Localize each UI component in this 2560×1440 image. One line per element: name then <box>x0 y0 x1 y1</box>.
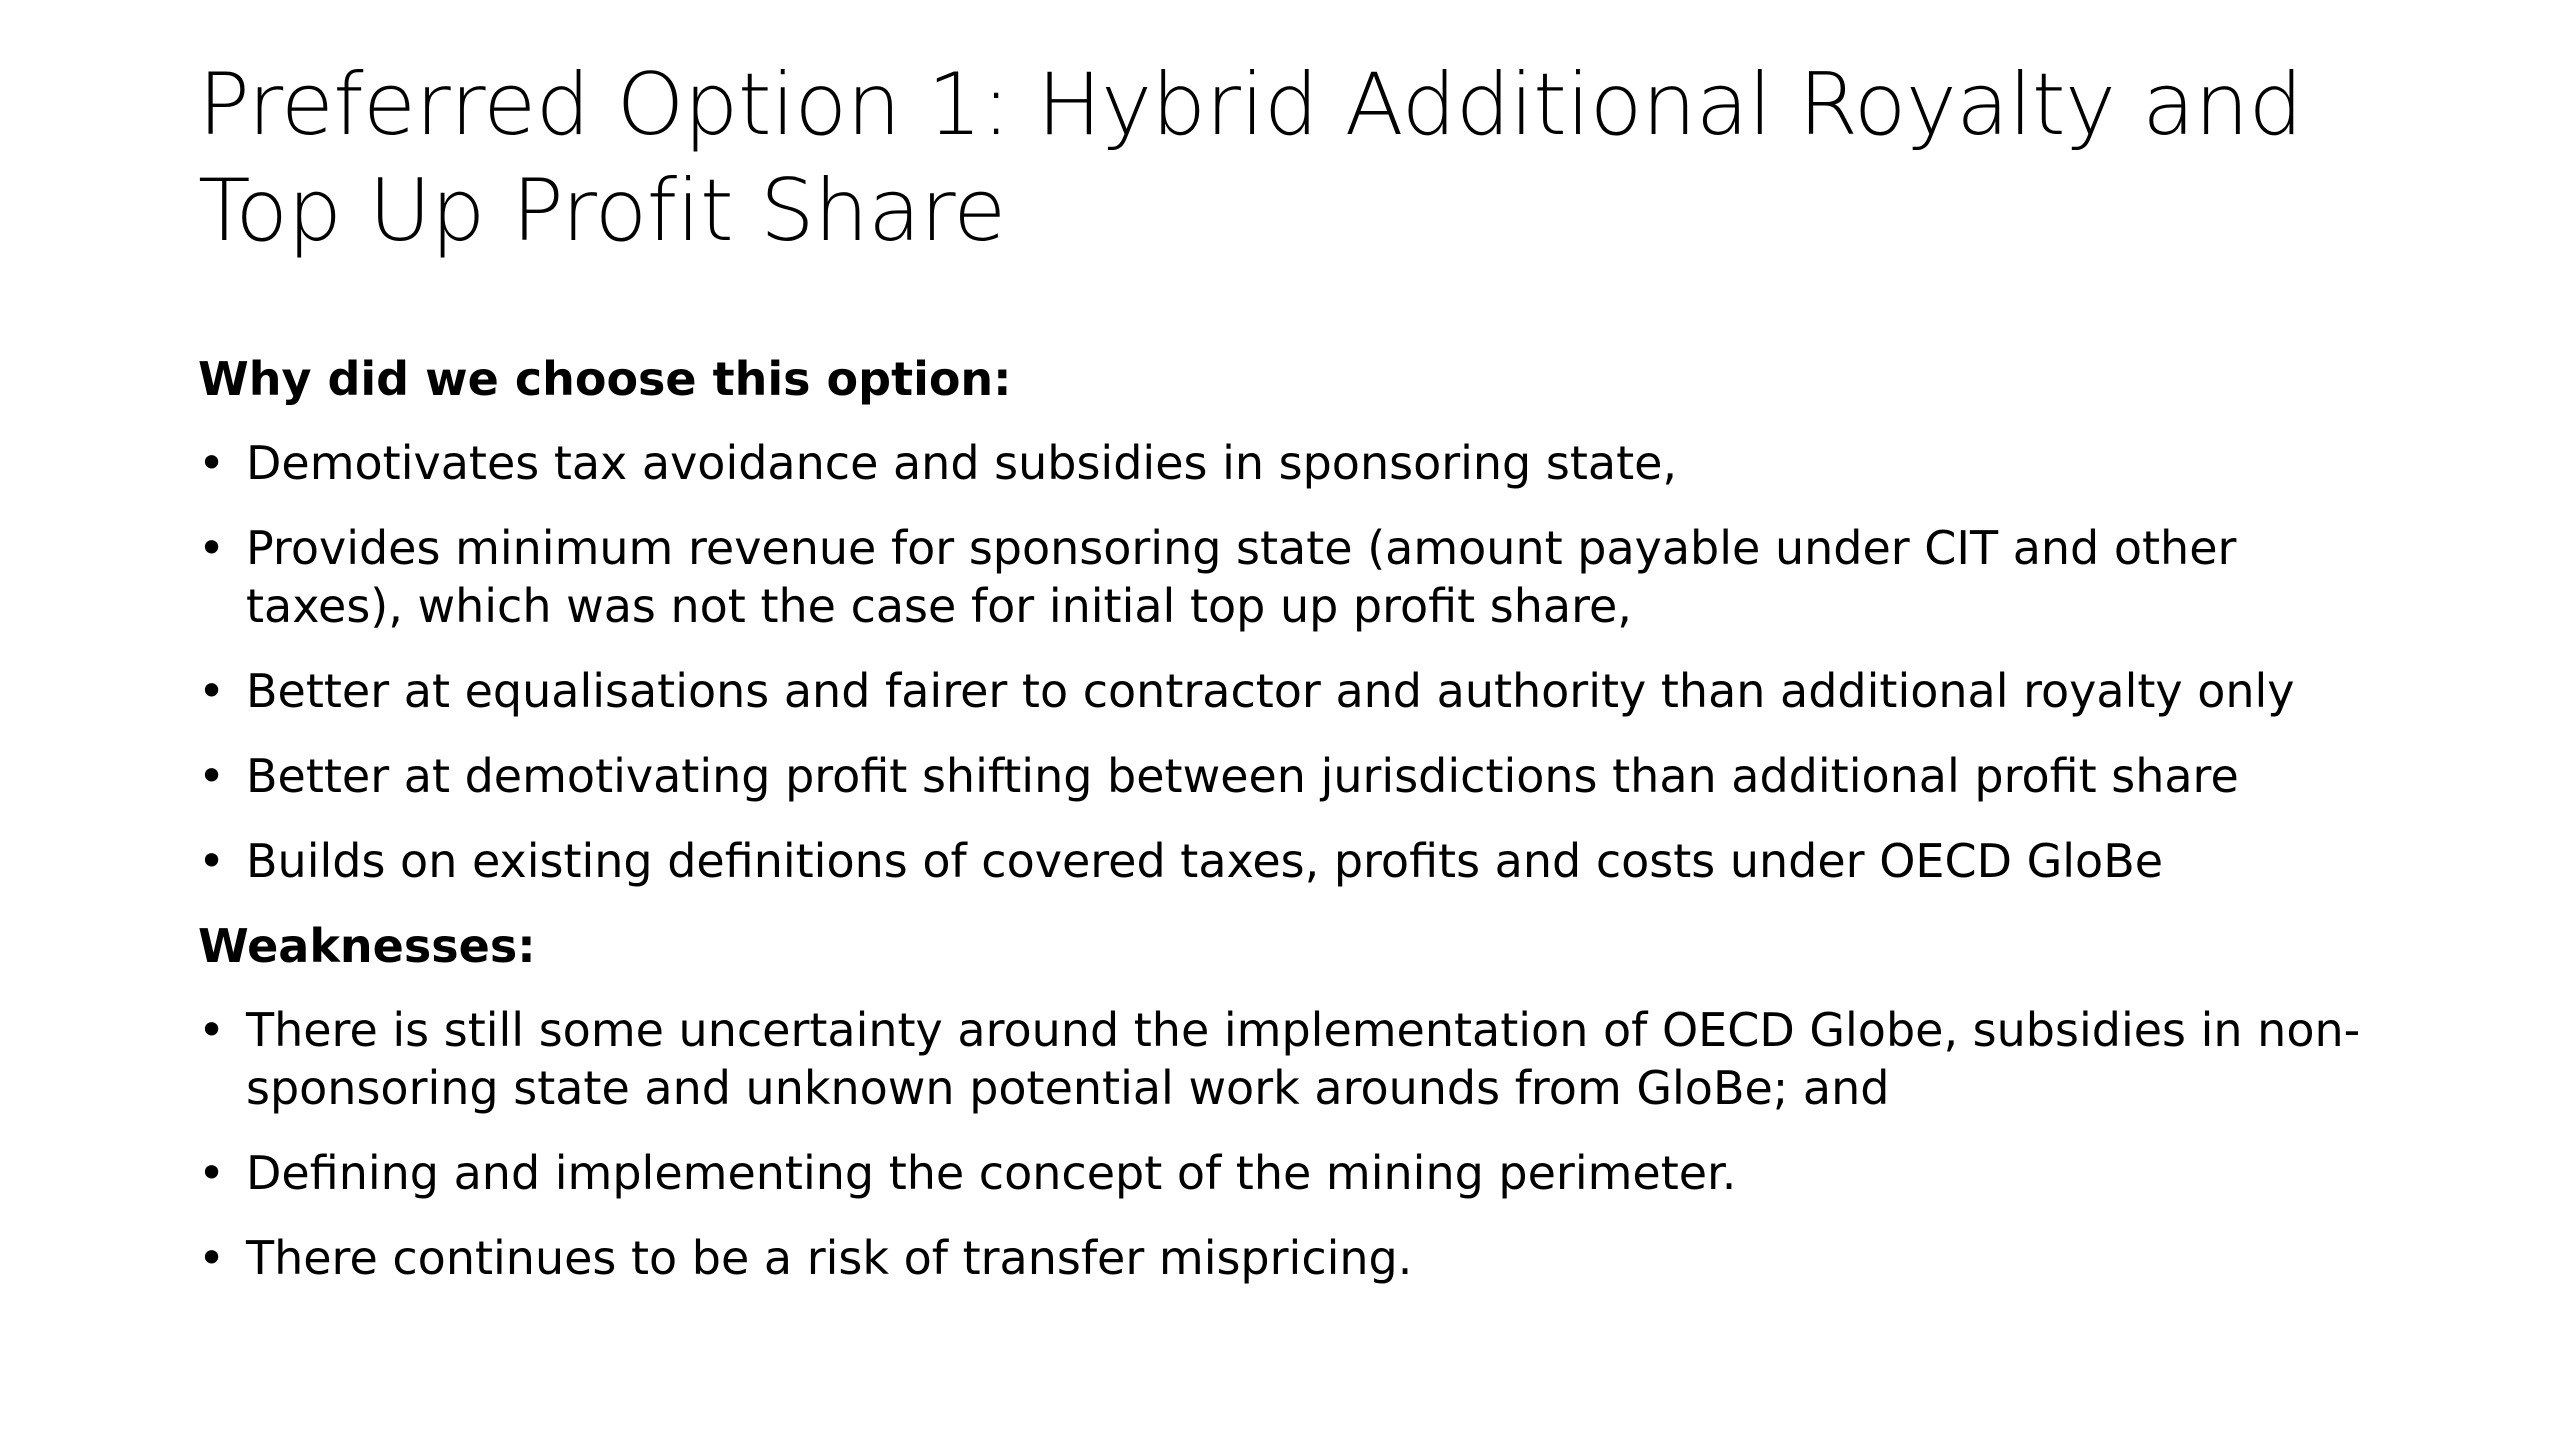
list-item <box>198 1144 2398 1202</box>
list-item <box>198 662 2398 720</box>
bullet-text: Better at demotivating profit shifting between jurisdictions than additional profit share <box>246 749 2239 803</box>
list-item <box>198 1229 2398 1287</box>
bullet-text: There continues to be a risk of transfer mispricing. <box>246 1231 1413 1285</box>
list-item <box>198 434 2398 492</box>
slide-body <box>198 350 2398 1314</box>
list-item <box>198 1001 2398 1117</box>
list-item <box>198 747 2398 805</box>
weakness-bullet-list <box>198 1001 2398 1287</box>
slide-title: Preferred Option 1: Hybrid Additional Royalty and Top Up Profit Share <box>198 55 2303 261</box>
bullet-icon: • <box>198 664 226 718</box>
why-heading: Why did we choose this option: <box>198 352 1012 406</box>
bullet-text: Defining and implementing the concept of the mining perimeter. <box>246 1146 1737 1200</box>
bullet-icon: • <box>198 1003 226 1057</box>
bullet-icon: • <box>198 1231 226 1285</box>
bullet-icon: • <box>198 749 226 803</box>
weaknesses-heading: Weaknesses: <box>198 919 536 973</box>
list-item <box>198 519 2398 635</box>
bullet-text: Better at equalisations and fairer to contractor and authority than additional royalty only <box>246 664 2295 718</box>
why-bullet-list <box>198 434 2398 890</box>
bullet-text: Builds on existing definitions of covered taxes, profits and costs under OECD GloBe <box>246 834 2164 888</box>
bullet-text: There is still some uncertainty around the implementation of OECD Globe, subsidies in non-sponsoring state and unknown potential work arounds from GloBe; and <box>246 1003 2361 1115</box>
bullet-text: Provides minimum revenue for sponsoring state (amount payable under CIT and other taxes), which was not the case for initial top up profit share, <box>246 521 2237 633</box>
bullet-icon: • <box>198 521 226 575</box>
bullet-icon: • <box>198 1146 226 1200</box>
list-item <box>198 832 2398 890</box>
bullet-icon: • <box>198 834 226 888</box>
bullet-text: Demotivates tax avoidance and subsidies in sponsoring state, <box>246 436 1678 490</box>
bullet-icon: • <box>198 436 226 490</box>
